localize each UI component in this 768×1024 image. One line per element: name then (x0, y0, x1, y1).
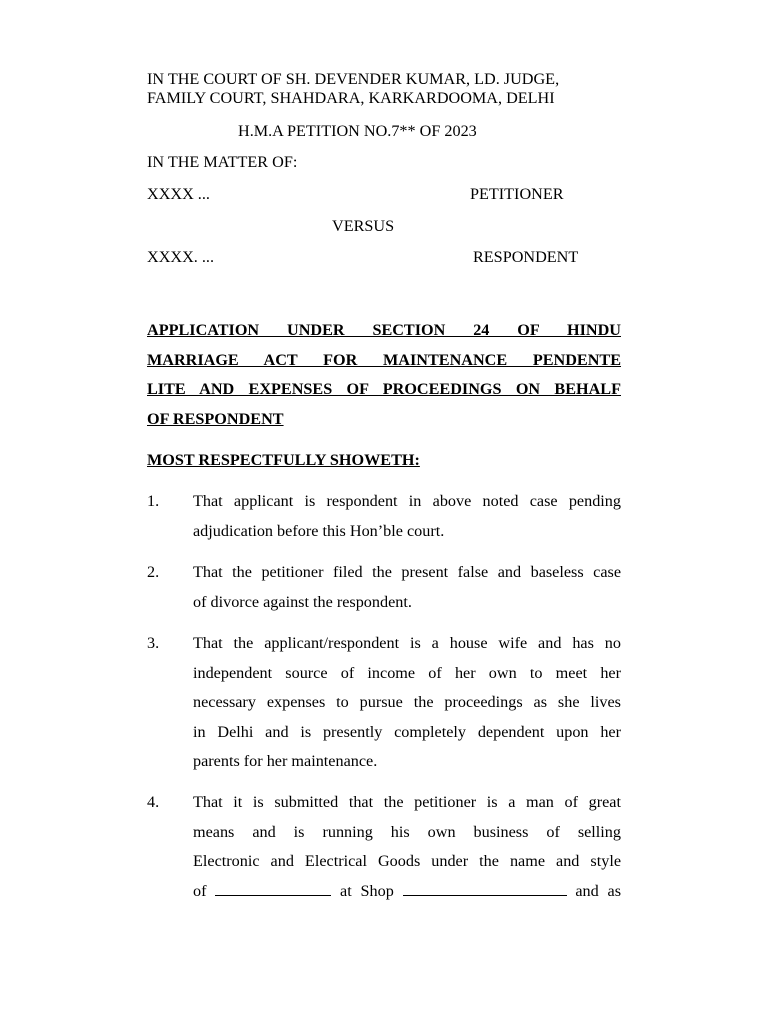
paragraph-3 (193, 629, 621, 777)
petitioner-label: PETITIONER (470, 185, 564, 203)
respondent-name: XXXX. ... (147, 248, 214, 266)
paragraph-number: 4. (147, 793, 160, 811)
court-header-line-1: IN THE COURT OF SH. DEVENDER KUMAR, LD. JUDGE, (147, 70, 560, 88)
shop-address-blank (403, 882, 567, 896)
paragraph-line: independent source of income of her own to meet her (193, 663, 621, 682)
paragraph-line: of divorce against the respondent. (193, 592, 412, 611)
respondent-label: RESPONDENT (473, 248, 579, 266)
paragraph-number: 2. (147, 563, 160, 581)
application-title-line-4: OF RESPONDENT (147, 409, 284, 428)
paragraph-line: That the applicant/respondent is a house wife and has no (193, 634, 621, 652)
paragraph-line: parents for her maintenance. (193, 752, 378, 770)
paragraph-line: in Delhi and is presently completely dependent upon her (193, 722, 621, 741)
paragraph-line: adjudication before this Hon’ble court. (193, 521, 445, 540)
paragraph-number: 1. (147, 492, 160, 510)
paragraph-1 (193, 487, 621, 546)
application-title-line-1: APPLICATION UNDER SECTION 24 OF HINDU (147, 321, 621, 339)
paragraph-text: of (193, 881, 207, 900)
paragraph-line: That the petitioner filed the present false and baseless case (193, 563, 621, 581)
court-header-line-2: FAMILY COURT, SHAHDARA, KARKARDOOMA, DELHI (147, 89, 555, 107)
application-title (147, 316, 621, 434)
paragraph-line: Electronic and Electrical Goods under the name and style (193, 852, 621, 870)
paragraph-number: 3. (147, 634, 160, 652)
business-name-blank (215, 882, 331, 896)
paragraph-line-with-blanks (193, 877, 621, 907)
paragraph-line: That it is submitted that the petitioner is a man of great (193, 793, 621, 811)
petitioner-name: XXXX ... (147, 185, 210, 203)
paragraph-2 (193, 558, 621, 617)
matter-label: IN THE MATTER OF: (147, 153, 298, 171)
application-title-line-2: MARRIAGE ACT FOR MAINTENANCE PENDENTE (147, 350, 621, 369)
paragraph-4 (193, 788, 621, 906)
paragraph-line: That applicant is respondent in above noted case pending (193, 492, 621, 510)
petition-number: H.M.A PETITION NO.7** OF 2023 (238, 122, 477, 140)
paragraph-line: means and is running his own business of selling (193, 822, 621, 841)
paragraph-text: and as (575, 881, 621, 900)
paragraph-line: necessary expenses to pursue the proceedings as she lives (193, 693, 621, 711)
versus-label: VERSUS (332, 217, 395, 235)
application-title-line-3: LITE AND EXPENSES OF PROCEEDINGS ON BEHALF (147, 380, 621, 398)
paragraph-text: at Shop (340, 881, 394, 900)
showeth-heading: MOST RESPECTFULLY SHOWETH: (147, 451, 420, 469)
